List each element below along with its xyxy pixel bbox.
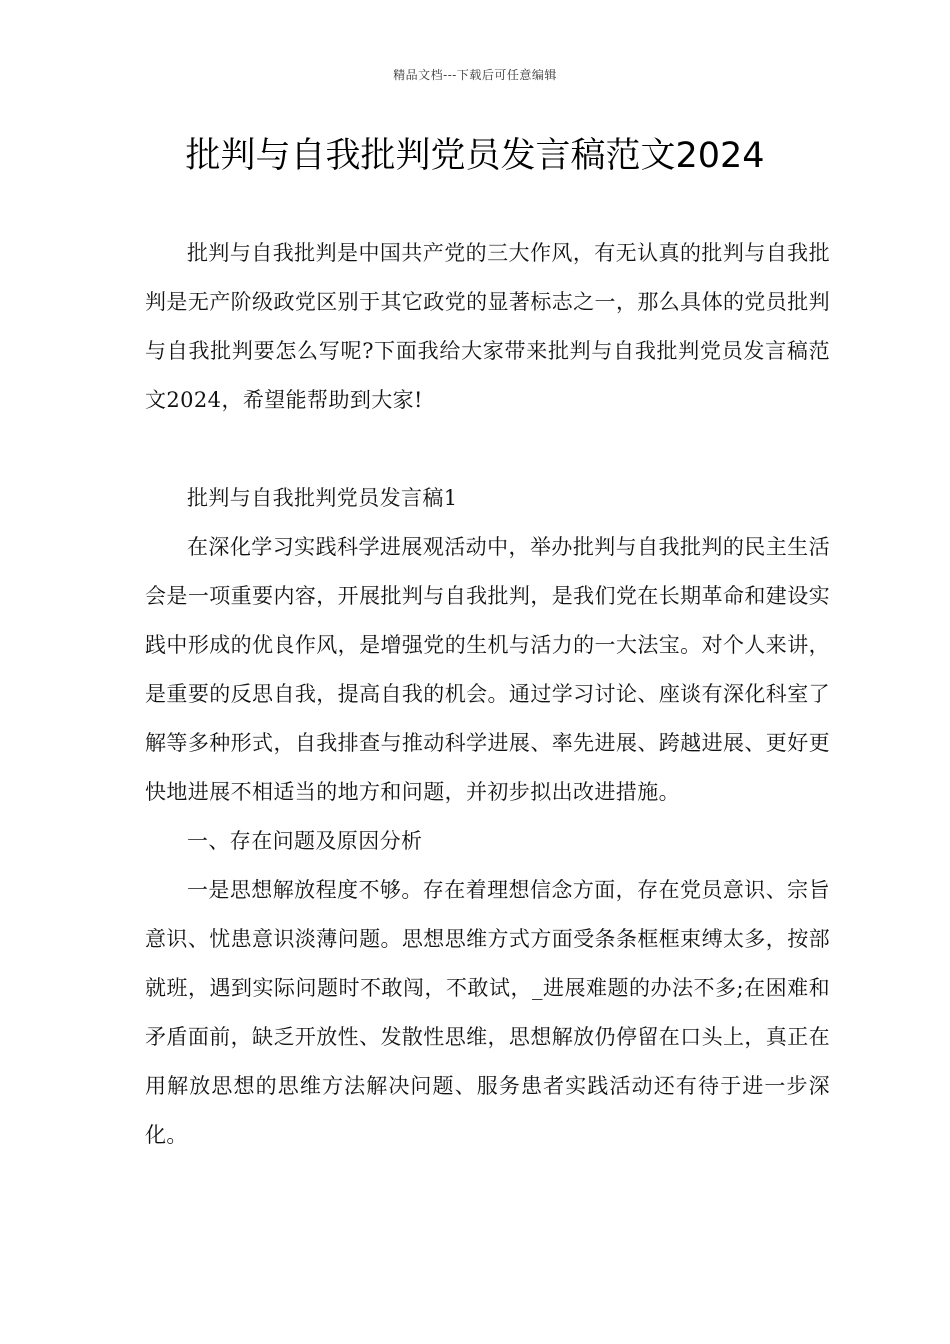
subheading-problems: 一、存在问题及原因分析: [187, 829, 423, 853]
document-title: 批判与自我批判党员发言稿范文2024: [185, 136, 765, 176]
intro-paragraph: 批判与自我批判是中国共产党的三大作风，有无认真的批判与自我批判是无产阶级政党区别于其它政党的显著标志之一，那么具体的党员批判与自我批判要怎么写呢?下面我给大家带来批判与自我批判党员发言稿范文2024，希望能帮助到大家!: [145, 241, 830, 412]
paragraph-1: 在深化学习实践科学进展观活动中，举办批判与自我批判的民主生活会是一项重要内容，开展批判与自我批判，是我们党在长期革命和建设实践中形成的优良作风，是增强党的生机与活力的一大法宝。对个人来讲，是重要的反思自我，提高自我的机会。通过学习讨论、座谈有深化科室了解等多种形式，自我排查与推动科学进展、率先进展、跨越进展、更好更快地进展不相适当的地方和问题，并初步拟出改进措施。: [145, 535, 830, 804]
section-heading: 批判与自我批判党员发言稿1: [187, 486, 458, 510]
header-note: 精品文档---下载后可任意编辑: [393, 68, 557, 82]
document-body: [145, 229, 830, 1160]
paragraph-2: 一是思想解放程度不够。存在着理想信念方面，存在党员意识、宗旨意识、忧患意识淡薄问题。思想思维方式方面受条条框框束缚太多，按部就班，遇到实际问题时不敢闯，不敢试，_进展难题的办法不多;在困难和矛盾面前，缺乏开放性、发散性思维，思想解放仍停留在口头上，真正在用解放思想的思维方法解决问题、服务患者实践活动还有待于进一步深化。: [145, 878, 830, 1147]
